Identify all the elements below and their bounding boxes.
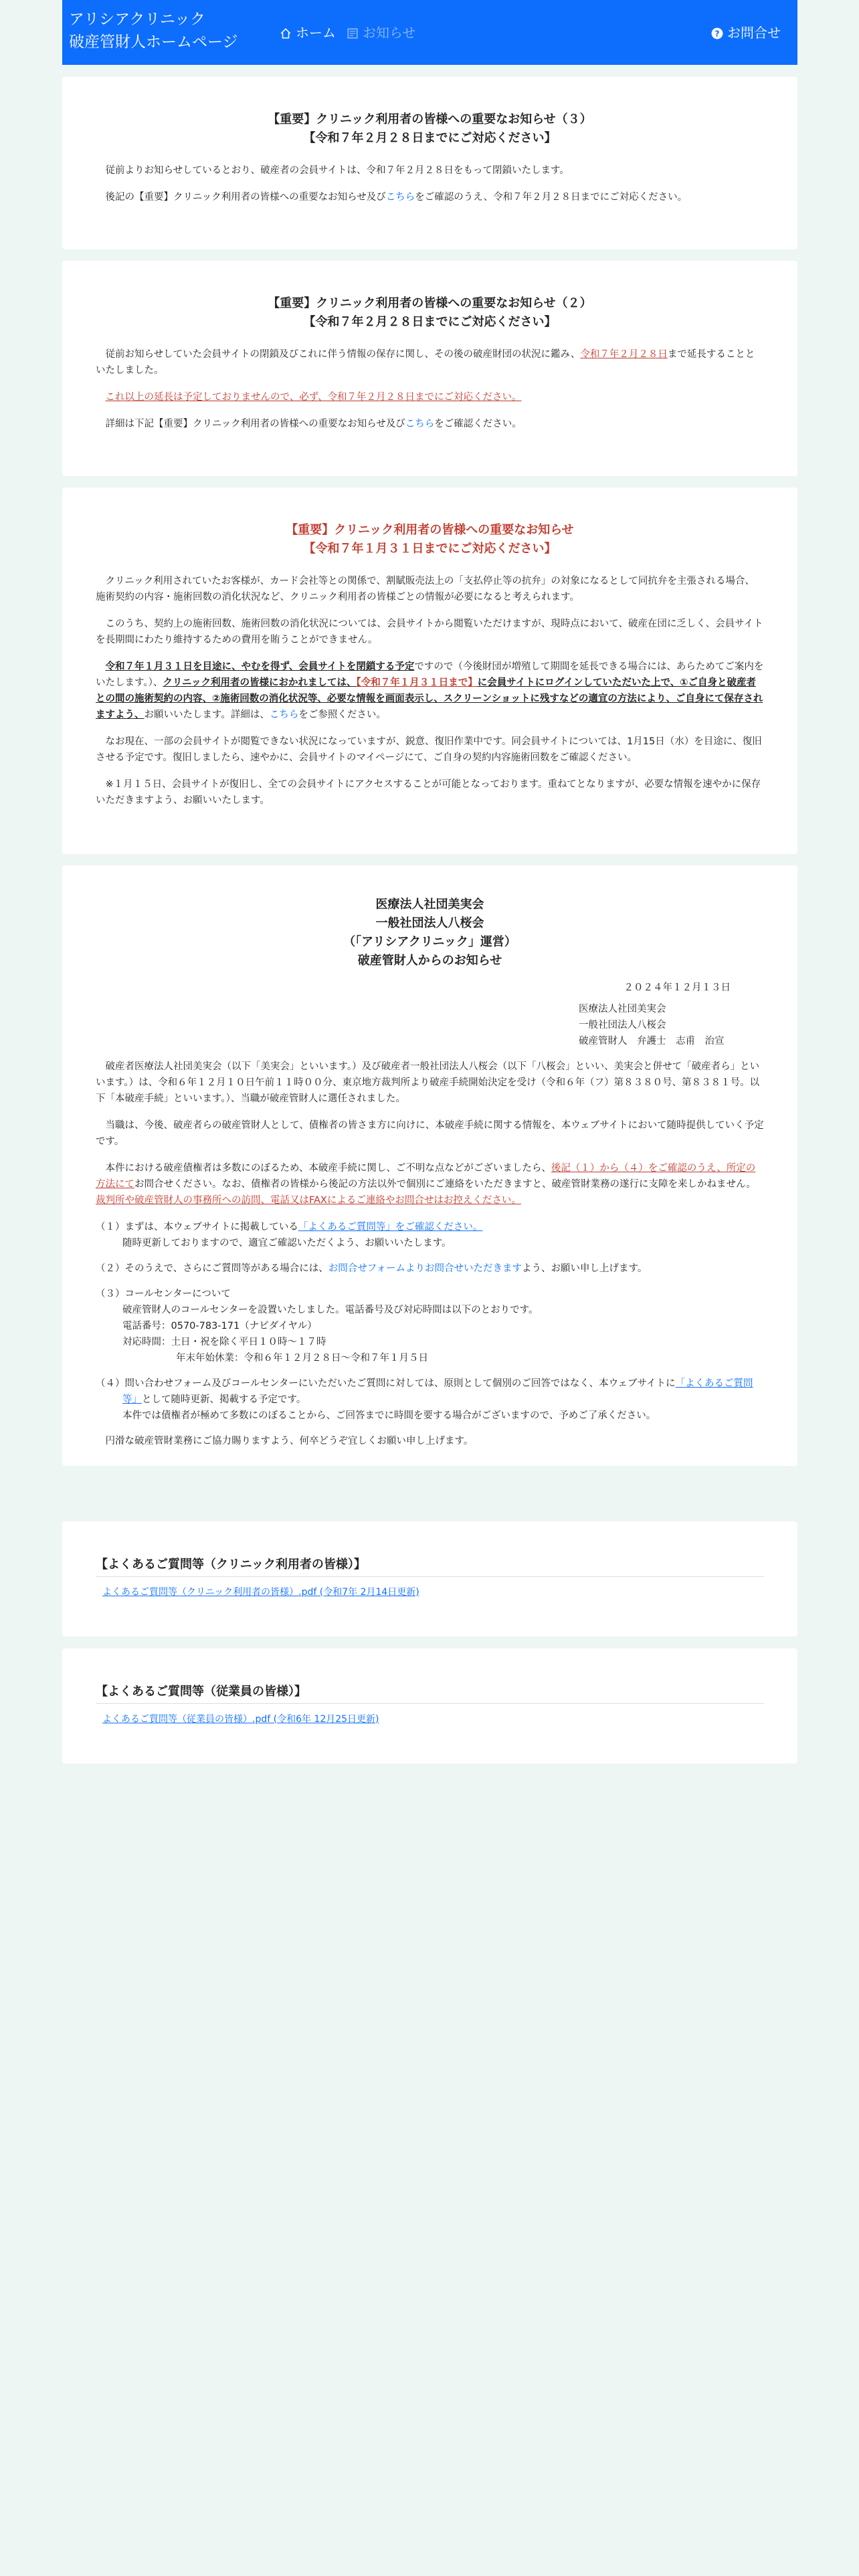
notice2-paragraph1 [96,346,764,379]
trustee-item-2 [96,1261,764,1277]
notice1-title [96,521,764,558]
question-circle-icon [711,27,723,39]
trustee-p3b: お問合せください。なお、債権者の皆様から後記の方法以外で個別にご連絡をいただきますと、破産管財業務の遂行に支障を来しかねません。 [134,1179,756,1190]
notice1-p3f: をご参照ください。 [298,710,386,720]
call-center-phone: 電話番号：0570-783-171（ナビダイヤル） [122,1321,317,1331]
newspaper-icon [347,27,359,39]
item4-text-b: として随時更新、掲載する予定です。 [142,1394,306,1405]
item2-text-b: よう、お願い申し上げます。 [522,1263,648,1274]
faq-staff-card [62,1648,797,1763]
notice2-title-line2: 【令和７年２月２８日までにご対応ください】 [303,315,557,329]
notice2-p1b: まで延長することといたしました。 [96,349,755,376]
notice3-title-line2: 【令和７年２月２８日までにご対応ください】 [303,131,557,145]
notice3-p2b: をご確認のうえ、令和７年２月２８日までにご対応ください。 [415,192,688,203]
trustee-title [96,895,764,970]
nav-news[interactable] [347,22,415,44]
notice3-title-line1: 【重要】クリニック利用者の皆様への重要なお知らせ（３） [268,112,592,126]
notice2-p1a: 従前お知らせしていた会員サイトの閉鎖及びこれに伴う情報の保存に関し、その後の破産財団の状況に鑑み、 [105,349,581,360]
faq-clinic-title: 【よくあるご質問等（クリニック利用者の皆様）】 [96,1555,764,1577]
notice2-title [96,294,764,332]
item3-heading: （３）コールセンターについて [96,1289,231,1299]
nav-contact[interactable] [711,22,781,44]
faq-staff-pdf-link[interactable]: よくあるご質問等（従業員の皆様）.pdf (令和6年 12月25日更新) [102,1713,379,1725]
trustee-p3-red2: 裁判所や破産管財人の事務所への訪問、電話又はFAXによるご連絡やお問合せはお控えください。 [96,1195,521,1206]
faq-clinic-pdf-link[interactable]: よくあるご質問等（クリニック利用者の皆様）.pdf (令和7年 2月14日更新) [102,1586,419,1598]
notice2-deadline: 令和７年２月２８日 [580,349,668,360]
trustee-closing: 円滑な破産管財業務にご協力賜りますよう、何卒どうぞ宜しくお願い申し上げます。 [105,1436,474,1446]
brand[interactable] [69,8,238,53]
notice2-paragraph3 [96,416,764,432]
trustee-p3a: 本件における破産債権者は多数にのぼるため、本破産手続に関し、ご不明な点などがございましたら、 [105,1163,551,1174]
notice2-warning: これ以上の延長は予定しておりませんので、必ず、令和７年２月２８日までにご対応ください。 [105,392,522,403]
trustee-signature-line1: 医療法人社団美実会 [579,1004,666,1014]
call-center-holiday: 年末年始休業：令和６年１２月２８日〜令和７年１月５日 [176,1353,428,1364]
item4-text-a: （４）問い合わせフォーム及びコールセンターにいただいたご質問に対しては、原則として個別のご回答ではなく、本ウェブサイトに [96,1378,676,1389]
notice2-p3a: 詳細は下記【重要】クリニック利用者の皆様への重要なお知らせ及び [105,419,405,429]
notice3-here-link[interactable]: こちら [385,192,415,203]
faq-clinic-card [62,1521,797,1636]
notice1-p3e: お願いいたします。詳細は、 [144,710,270,720]
notice1-p3b: ですので（今後財団が増殖して期間を延長できる場合には、あらためてご案内をいたします。）、 [96,661,764,688]
trustee-date: ２０２４年１２月１３日 [624,982,731,993]
notice3-title [96,110,764,148]
notice2-title-line1: 【重要】クリニック利用者の皆様への重要なお知らせ（２） [268,296,592,310]
contact-form-link[interactable]: お問合せフォームよりお問合せいただきます [328,1263,522,1274]
trustee-title-line2: 一般社団法人八桜会 [375,916,484,930]
trustee-notice-card [62,865,797,1466]
trustee-title-line4: 破産管財人からのお知らせ [357,954,502,968]
notice1-title-line2: 【令和７年１月３１日までにご対応ください】 [303,542,557,556]
brand-line1: アリシアクリニック [69,11,206,28]
notice1-p3c: クリニック利用者の皆様におかれましては、 [163,677,357,688]
notice1-p3d: に会員サイトにログインしていただいた上で、①ご自身と破産者との間の施術契約の内容、②施術回数の消化状況等、必要な情報を画面表示し、スクリーンショットに残すなどの適宜の方法により、ご自身にて保存されますよう、 [96,677,763,720]
nav-news-label: お知らせ [363,25,416,41]
notice2-paragraph2 [96,389,764,405]
notice1-p3a: 令和７年１月３１日を目途に、やむを得ず、会員サイトを閉鎖する予定 [105,661,415,672]
item1-text-b: 随時更新しておりますので、適宜ご確認いただくよう、お願いいたします。 [122,1238,452,1249]
item1-text-a: （１）まずは、本ウェブサイトに掲載している [96,1222,298,1232]
navbar [62,0,797,65]
notice1-deadline: 【令和７年１月３１日まで】 [356,677,478,688]
trustee-signature-line2: 一般社団法人八桜会 [579,1020,666,1031]
notice1-here-link[interactable]: こちら [269,710,299,720]
notice-card-1 [62,488,797,854]
house-icon [280,27,292,39]
trustee-title-line1: 医療法人社団美実会 [375,897,484,911]
notice1-paragraph5: ※１月１５日、会員サイトが復旧し、全ての会員サイトにアクセスすることが可能となっております。重ねてとなりますが、必要な情報を速やかに保存いただきますよう、お願いいたします。 [96,779,761,806]
trustee-title-line3: （「アリシアクリニック」運営） [343,935,516,949]
faq-staff-title: 【よくあるご質問等（従業員の皆様）】 [96,1682,764,1704]
nav-contact-label: お問合せ [727,25,781,41]
notice1-paragraph1: クリニック利用されていたお客様が、カード会社等との関係で、割賦販売法上の「支払停止等の抗弁」の対象になるとして同抗弁を主張される場合、施術契約の内容・施術回数の消化状況など、クリニック利用者の皆様ごとの情報が必要になると考えられます。 [96,576,755,603]
trustee-paragraph2: 当職は、今後、破産者らの破産管財人として、債権者の皆さま方に向けに、本破産手続に関する情報を、本ウェブサイトにおいて随時提供していく予定です。 [96,1120,764,1147]
notice3-paragraph2 [96,189,764,205]
notice2-p3b: をご確認ください。 [434,419,522,429]
trustee-item-1 [96,1219,764,1251]
item2-text-a: （２）そのうえで、さらにご質問等がある場合には、 [96,1263,328,1274]
nav-home[interactable] [280,22,336,44]
notice-card-2 [62,261,797,476]
svg-text:?: ? [714,29,720,38]
trustee-paragraph1: 破産者医療法人社団美実会（以下「美実会」といいます。）及び破産者一般社団法人八桜会（以下「八桜会」といい、美実会と併せて「破産者ら」といいます。）は、令和６年１２月１０日午前１１時００分、東京地方裁判所より破産手続開始決定を受け（令和６年（フ）第８３８０号、第８３８１号。以下「本破産手続」といいます。）、当職が破産管財人に選任されました。 [96,1061,760,1104]
notice1-title-line1: 【重要】クリニック利用者の皆様への重要なお知らせ [286,523,574,537]
nav-home-label: ホーム [296,25,336,41]
trustee-signature-line3: 破産管財人 弁護士 志甫 治宣 [579,1036,725,1047]
trustee-signature [579,1001,764,1049]
faq-link-2[interactable]: 「よくあるご質問等」 [122,1378,753,1405]
notice3-p2a: 後記の【重要】クリニック利用者の皆様への重要なお知らせ及び [105,192,386,203]
notice-card-3 [62,77,797,249]
trustee-p3-red1: 後記（１）から（４）をご確認のうえ、所定の方法にて [96,1163,756,1190]
trustee-item-3 [96,1286,764,1366]
item4-text-c: 本件では債権者が極めて多数にのぼることから、ご回答までに時間を要する場合がございますので、予めご了承ください。 [122,1410,656,1421]
trustee-item-4 [96,1376,764,1424]
notice1-paragraph2: このうち、契約上の施術回数、施術回数の消化状況については、会員サイトから閲覧いただけますが、現時点において、破産在団に乏しく、会員サイトを長期間にわたり維持するための費用を賄うことができません。 [96,619,763,645]
brand-line2: 破産管財人ホームページ [69,33,238,51]
notice1-paragraph4: なお現在、一部の会員サイトが閲覧できない状況になっていますが、鋭意、復旧作業中です。同会員サイトについては、1月15日（水）を目途に、復旧させる予定です。復旧しましたら、速やかに、会員サイトのマイページにて、ご自身の契約内容施術回数をご確認ください。 [96,736,762,763]
notice1-paragraph3 [96,659,764,723]
item3-text: 破産管財人のコールセンターを設置いたしました。電話番号及び対応時間は以下のとおりです。 [122,1305,539,1315]
trustee-paragraph3 [96,1160,764,1208]
notice3-paragraph1: 従前よりお知らせしているとおり、破産者の会員サイトは、令和７年２月２８日をもって閉鎖いたします。 [105,165,569,176]
call-center-hours: 対応時間：土日・祝を除く平日１０時〜１７時 [122,1337,326,1348]
notice2-here-link[interactable]: こちら [405,419,435,429]
faq-link-1[interactable]: 「よくあるご質問等」をご確認ください。 [298,1222,483,1232]
